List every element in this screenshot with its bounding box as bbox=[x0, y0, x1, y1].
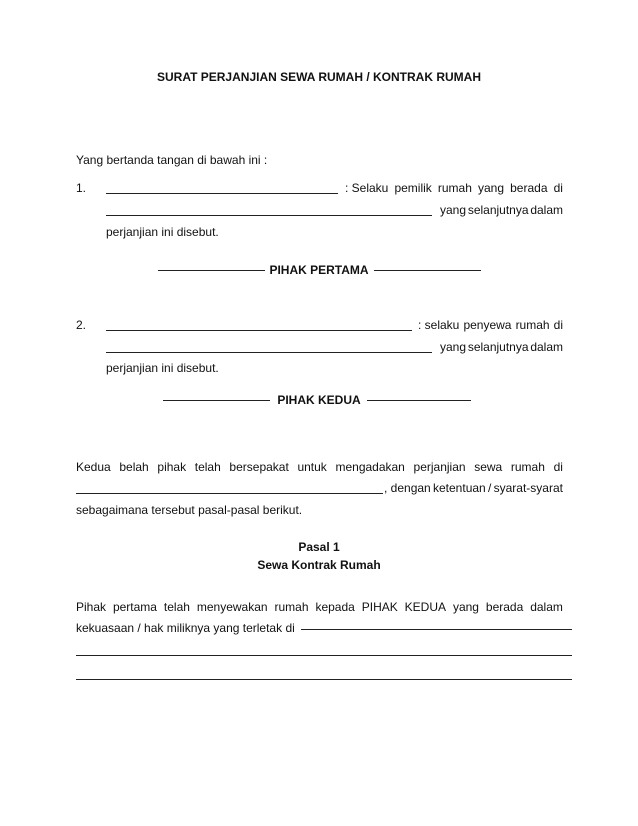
party2-line1 bbox=[418, 318, 563, 332]
word: belah bbox=[119, 460, 149, 474]
party1-heading-rule-right bbox=[374, 270, 481, 271]
party2-number: 2. bbox=[76, 318, 87, 332]
word: : selaku bbox=[418, 318, 460, 332]
agreement-line1 bbox=[76, 460, 563, 474]
word: yang bbox=[440, 203, 467, 217]
party2-heading-rule-right bbox=[367, 400, 471, 401]
word: berada bbox=[485, 600, 524, 614]
party1-line3: perjanjian ini disebut. bbox=[106, 225, 219, 239]
word: syarat-syarat bbox=[493, 481, 563, 495]
word: dalam bbox=[530, 203, 563, 217]
party1-line2 bbox=[440, 203, 563, 217]
word: selanjutnya bbox=[467, 203, 529, 217]
word: perjanjian bbox=[413, 460, 466, 474]
document-title: SURAT PERJANJIAN SEWA RUMAH / KONTRAK RUMAH bbox=[156, 70, 481, 84]
party1-name-blank[interactable] bbox=[106, 193, 338, 194]
word: sewa bbox=[474, 460, 503, 474]
word: ketentuan bbox=[433, 481, 486, 495]
word: rumah bbox=[515, 318, 550, 332]
party2-address-blank[interactable] bbox=[106, 352, 432, 353]
word: untuk bbox=[297, 460, 327, 474]
party2-heading: PIHAK KEDUA bbox=[277, 393, 361, 407]
party1-line1 bbox=[345, 181, 563, 195]
pasal1-line2: kekuasaan / hak miliknya yang terletak di bbox=[76, 621, 295, 635]
word: dalam bbox=[530, 600, 563, 614]
word: KEDUA bbox=[404, 600, 447, 614]
word: pertama bbox=[112, 600, 157, 614]
word: bersepakat bbox=[229, 460, 289, 474]
word: kepada bbox=[315, 600, 355, 614]
word: penyewa bbox=[463, 318, 512, 332]
pasal1-blank-line-2[interactable] bbox=[76, 655, 572, 656]
word: telah bbox=[194, 460, 221, 474]
word: menyewakan bbox=[196, 600, 268, 614]
word: rumah bbox=[274, 600, 309, 614]
word: rumah bbox=[437, 181, 472, 195]
pasal1-location-blank[interactable] bbox=[301, 629, 572, 630]
pasal1-number: Pasal 1 bbox=[298, 540, 340, 554]
agreement-line3: sebagaimana tersebut pasal-pasal berikut. bbox=[76, 503, 303, 517]
pasal1-title: Sewa Kontrak Rumah bbox=[257, 558, 381, 572]
word: berada bbox=[510, 181, 548, 195]
word: di bbox=[553, 460, 563, 474]
word: pemilik bbox=[394, 181, 432, 195]
party2-line2 bbox=[440, 340, 563, 354]
word: dalam bbox=[530, 340, 563, 354]
word: PIHAK bbox=[361, 600, 398, 614]
word: mengadakan bbox=[335, 460, 405, 474]
party1-heading: PIHAK PERTAMA bbox=[269, 263, 369, 277]
word: di bbox=[553, 181, 563, 195]
word: / bbox=[488, 481, 492, 495]
party2-name-blank[interactable] bbox=[106, 330, 412, 331]
agreement-line2 bbox=[384, 481, 563, 495]
pasal1-blank-line-3[interactable] bbox=[76, 679, 572, 680]
word: rumah bbox=[510, 460, 545, 474]
word: di bbox=[553, 318, 563, 332]
word: selanjutnya bbox=[467, 340, 529, 354]
word: Pihak bbox=[76, 600, 107, 614]
party1-address-blank[interactable] bbox=[106, 215, 432, 216]
word: Kedua bbox=[76, 460, 111, 474]
intro-text: Yang bertanda tangan di bawah ini : bbox=[76, 153, 268, 167]
agreement-location-blank[interactable] bbox=[76, 493, 383, 494]
word: , dengan bbox=[384, 481, 431, 495]
word: yang bbox=[452, 600, 479, 614]
word: pihak bbox=[157, 460, 187, 474]
party2-line3: perjanjian ini disebut. bbox=[106, 361, 219, 375]
word: : Selaku bbox=[345, 181, 389, 195]
word: telah bbox=[163, 600, 190, 614]
word: yang bbox=[478, 181, 505, 195]
word: yang bbox=[440, 340, 467, 354]
pasal1-line1 bbox=[76, 600, 563, 614]
party1-number: 1. bbox=[76, 181, 87, 195]
